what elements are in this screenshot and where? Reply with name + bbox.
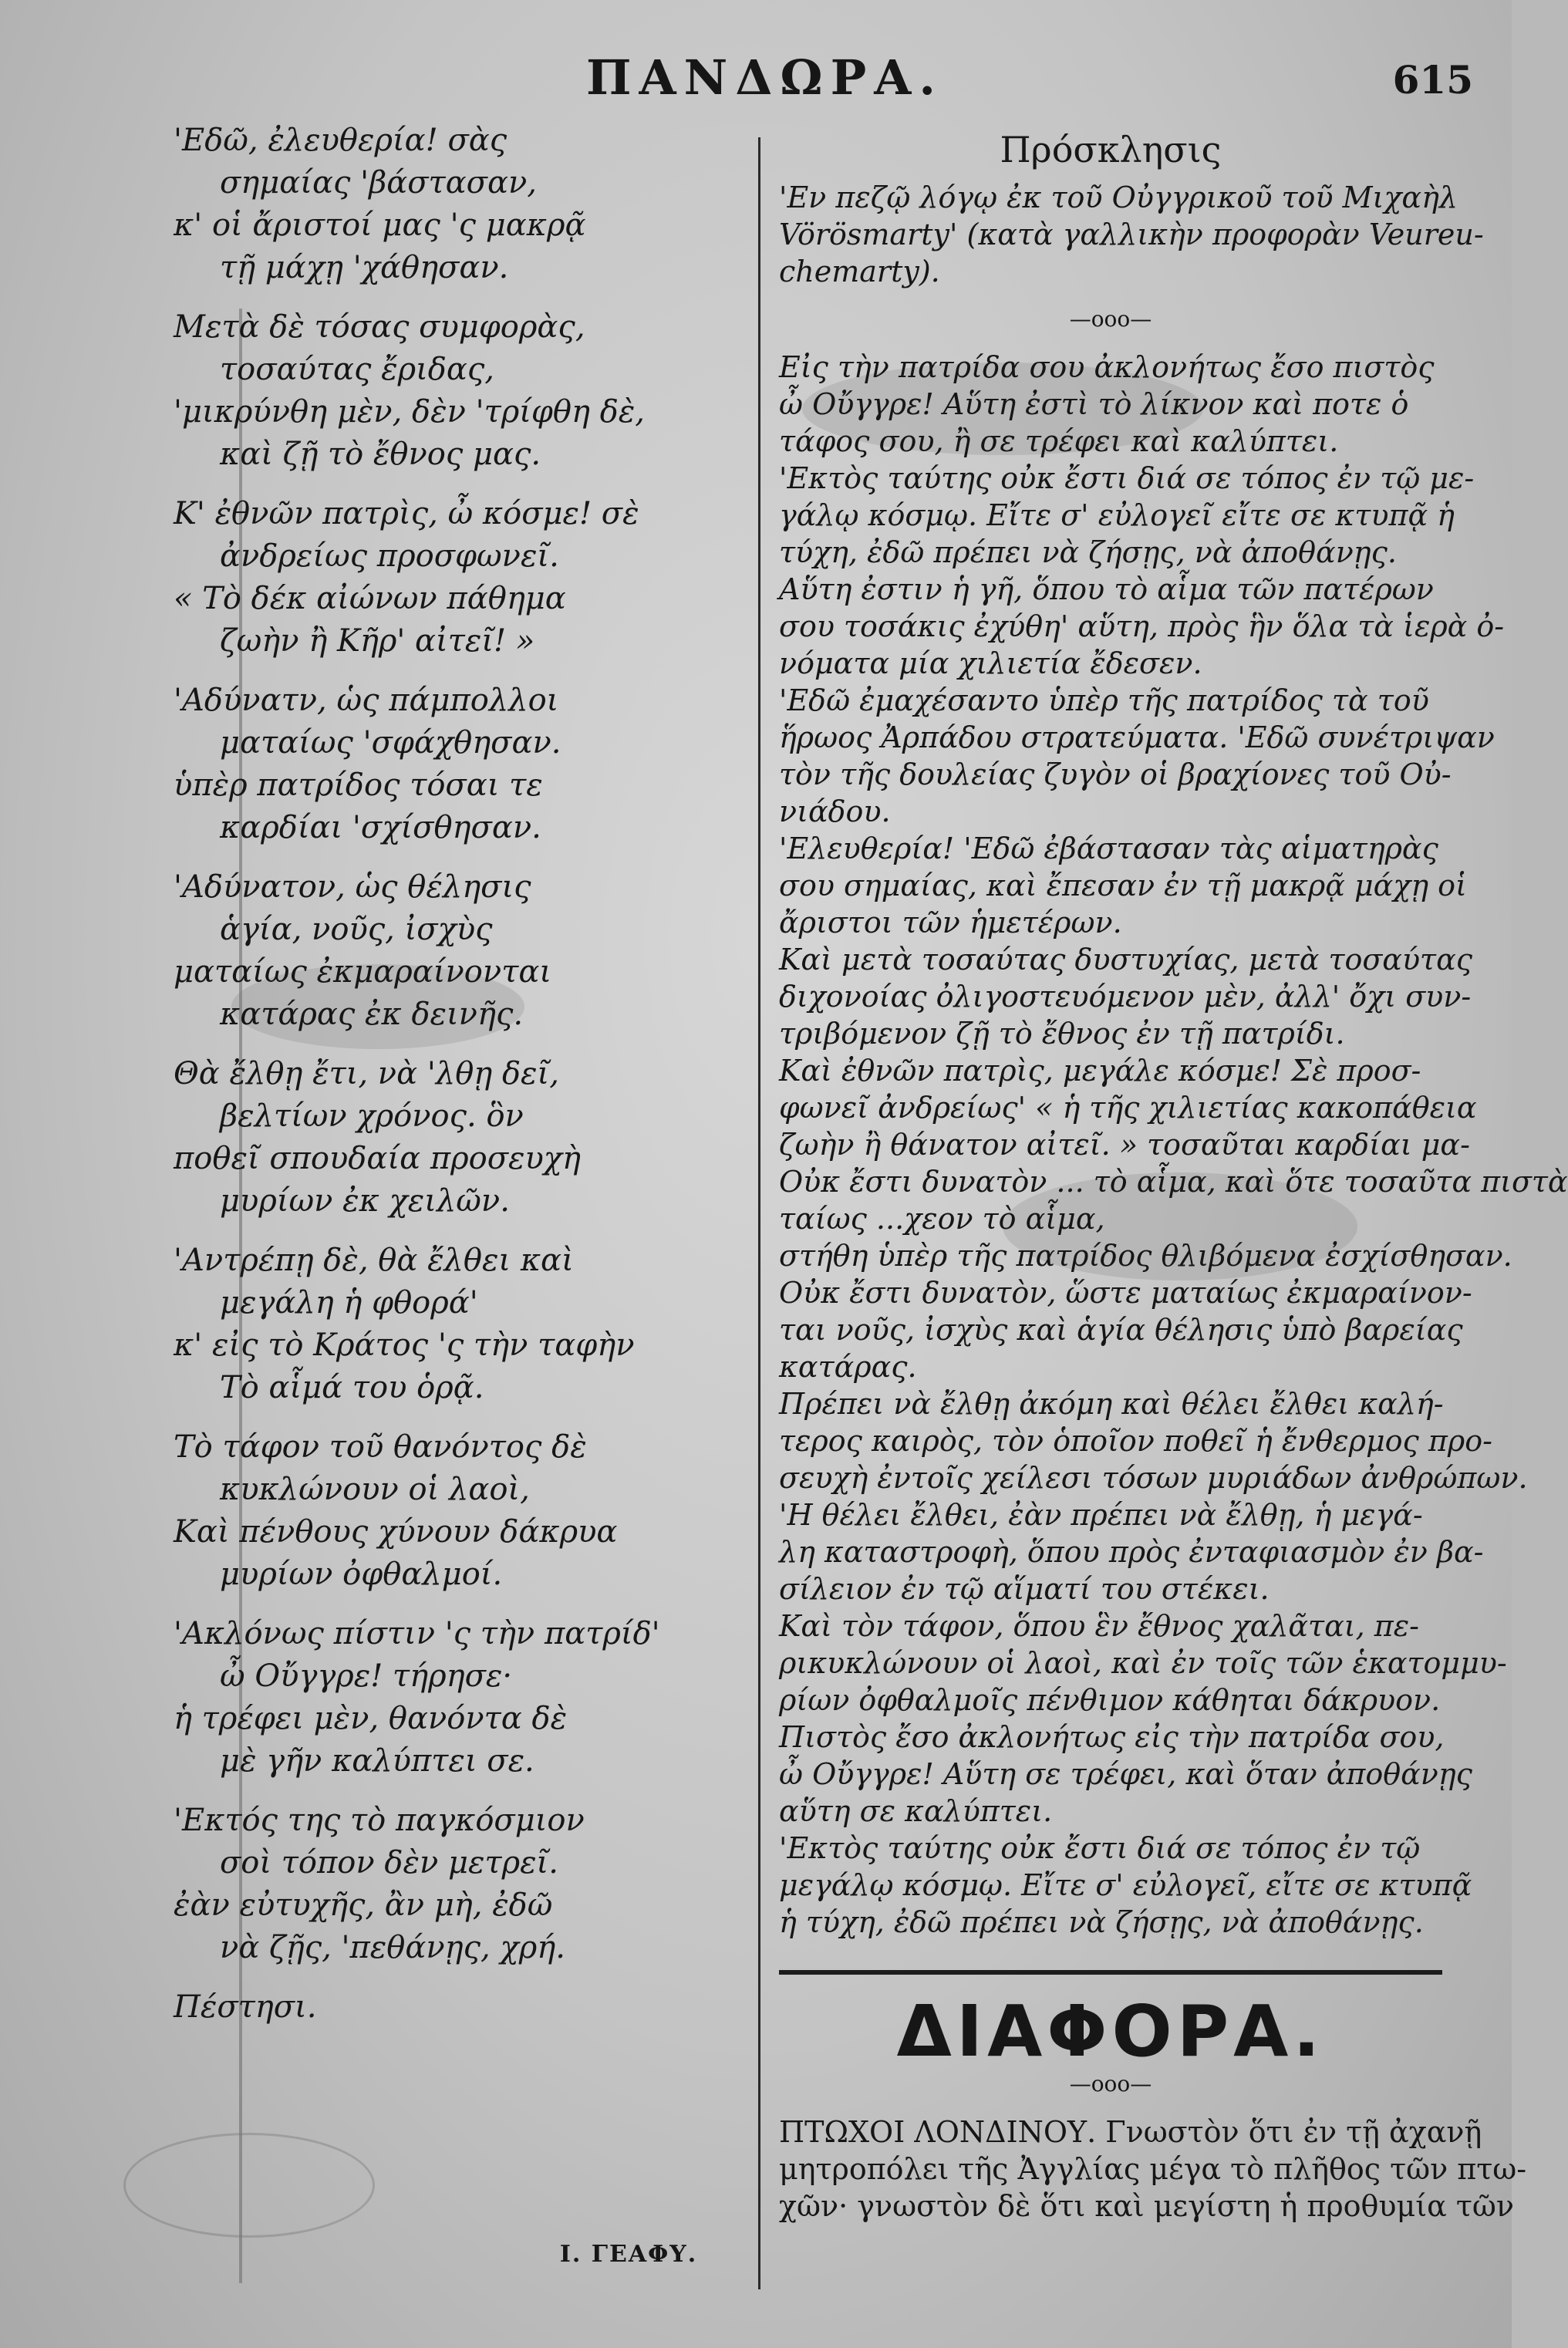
poem-line: Πέστησι.	[174, 1989, 317, 2025]
prose-line: 'Εκτὸς ταύτης οὐκ ἔστι διά σε τόπος ἐν τῷ	[779, 1831, 1421, 1865]
page-number: 615	[1392, 57, 1473, 103]
prose-line: Οὐκ ἔστι δυνατὸν, ὥστε ματαίως ἐκμαραίνον-	[779, 1276, 1472, 1310]
prose-line: ὦ Οὔγγρε! Αὕτη ἐστὶ τὸ λίκνον καὶ ποτε ὁ	[779, 387, 1409, 421]
poem-line: Τὸ τάφον τοῦ θανόντος δὲ	[174, 1429, 587, 1465]
prose-line: μεγάλῳ κόσμῳ. Εἴτε σ' εὐλογεῖ, εἴτε σε κτυπᾷ	[779, 1868, 1472, 1902]
poem-line: Κ' ἐθνῶν πατρὶς, ὦ κόσμε! σὲ	[174, 496, 639, 531]
prose-line: τερος καιρὸς, τὸν ὁποῖον ποθεῖ ἡ ἔνθερμος προ-	[779, 1424, 1492, 1458]
journal-title: ΠΑΝΔΩΡΑ.	[586, 49, 943, 106]
section-rule	[779, 1970, 1442, 1975]
prose-line: ἡ τύχη, ἐδῶ πρέπει νὰ ζήσῃς, νὰ ἀποθάνῃς.	[779, 1905, 1424, 1939]
column-divider	[758, 137, 760, 2289]
library-stamp	[123, 2133, 375, 2238]
poem-line: ὑπὲρ πατρίδος τόσαι τε	[174, 767, 543, 803]
poem-line: 'Ακλόνως πίστιν 'ς τὴν πατρίδ'	[174, 1616, 660, 1651]
poem-line: ἀνδρείως προσφωνεῖ.	[220, 538, 559, 574]
prose-line: κατάρας.	[779, 1350, 917, 1384]
prose-line: Πρέπει νὰ ἔλθῃ ἀκόμη καὶ θέλει ἔλθει καλή-	[779, 1387, 1444, 1421]
prose-line: Καὶ μετὰ τοσαύτας δυστυχίας, μετὰ τοσαύτας	[779, 943, 1473, 977]
separator: —οοο—	[1069, 2071, 1152, 2097]
note-line: chemarty).	[779, 255, 940, 288]
prose-line: Καὶ τὸν τάφον, ὅπου ἓν ἔθνος χαλᾶται, πε-	[779, 1609, 1420, 1643]
prose-line: σίλειον ἐν τῷ αἵματί του στέκει.	[779, 1572, 1270, 1606]
news-line: χῶν· γνωστὸν δὲ ὅτι καὶ μεγίστη ἡ προθυμία τῶν	[779, 2189, 1514, 2223]
poem-stanza	[174, 1426, 737, 1596]
poem-line: ἁγία, νοῦς, ἰσχὺς	[220, 912, 493, 947]
poem-line: ποθεῖ σπουδαία προσευχὴ	[174, 1141, 581, 1176]
prose-line: ταίως ...χεον τὸ αἷμα,	[779, 1202, 1105, 1236]
poem-line: ζωὴν ἢ Κῆρ' αἰτεῖ! »	[220, 623, 535, 659]
poem-line: ἡ τρέφει μὲν, θανόντα δὲ	[174, 1701, 568, 1736]
prose-line: ἄριστοι τῶν ἡμετέρων.	[779, 906, 1122, 940]
poem-stanza	[174, 306, 737, 476]
news-line: μητροπόλει τῆς Ἀγγλίας μέγα τὸ πλῆθος τῶν πτω-	[779, 2152, 1527, 2186]
poem-line: κ' οἱ ἄριστοί μας 'ς μακρᾷ	[174, 207, 586, 243]
prose-body	[779, 349, 1568, 1941]
poem-line: ματαίως 'σφάχθησαν.	[220, 725, 561, 761]
signature: Ι. ΓΕΑΦΥ.	[559, 2241, 698, 2268]
poem-line: μυρίων ἐκ χειλῶν.	[220, 1183, 510, 1219]
poem-line: 'Αντρέπῃ δὲ, θὰ ἔλθει καὶ	[174, 1243, 574, 1278]
poem-stanza	[174, 680, 737, 849]
prose-line: Αὕτη ἐστιν ἡ γῆ, ὅπου τὸ αἷμα τῶν πατέρων	[779, 572, 1434, 606]
prose-line: σου σημαίας, καὶ ἔπεσαν ἐν τῇ μακρᾷ μάχῃ οἱ	[779, 869, 1467, 902]
poem-column	[174, 120, 737, 2046]
poem-stanza	[174, 1986, 737, 2029]
prose-line: διχονοίας ὀλιγοστευόμενον μὲν, ἀλλ' ὄχι συν-	[779, 980, 1472, 1014]
prose-line: ζωὴν ἢ θάνατον αἰτεῖ. » τοσαῦται καρδίαι μα-	[779, 1128, 1470, 1162]
poem-line: μὲ γῆν καλύπτει σε.	[220, 1743, 534, 1779]
news-line: ΠΤΩΧΟΙ ΛΟΝΔΙΝΟΥ. Γνωστὸν ὅτι ἐν τῇ ἀχανῇ	[779, 2115, 1482, 2149]
poem-stanza	[174, 1053, 737, 1223]
poem-line: ματαίως ἐκμαραίνονται	[174, 954, 552, 990]
prose-line: 'Εδῶ ἐμαχέσαντο ὑπὲρ τῆς πατρίδος τὰ τοῦ	[779, 683, 1429, 717]
poem-line: μυρίων ὀφθαλμοί.	[220, 1557, 503, 1592]
poem-line: νὰ ζῇς, 'πεθάνῃς, χρή.	[220, 1930, 565, 1965]
note-line: Vörösmarty' (κατὰ γαλλικὴν προφορὰν Veureu-	[779, 218, 1484, 251]
prose-line: τριβόμενον ζῇ τὸ ἔθνος ἐν τῇ πατρίδι.	[779, 1017, 1345, 1051]
prose-line: Οὐκ ἔστι δυνατὸν ... τὸ αἷμα, καὶ ὅτε τοσαῦτα πιστὰ	[779, 1165, 1568, 1199]
poem-line: ὦ Οὔγγρε! τήρησε·	[220, 1658, 513, 1694]
poem-line: κατάρας ἐκ δεινῆς.	[220, 997, 524, 1032]
poem-line: μεγάλη ἡ φθορά'	[220, 1285, 478, 1321]
poem-stanza	[174, 120, 737, 289]
poem-line: 'Εδῶ, ἐλευθερία! σὰς	[174, 123, 507, 158]
prose-line: ρίων ὀφθαλμοῖς πένθιμον κάθηται δάκρυον.	[779, 1683, 1441, 1717]
prose-line: νιάδου.	[779, 794, 891, 828]
prose-line: αὕτη σε καλύπτει.	[779, 1794, 1053, 1828]
poem-line: « Τὸ δέκ αἰώνων πάθημα	[174, 581, 566, 616]
poem-stanza	[174, 866, 737, 1036]
news-item	[779, 2114, 1527, 2225]
poem-line: 'Εκτός της τὸ παγκόσμιον	[174, 1803, 585, 1838]
prose-line: Καὶ ἐθνῶν πατρὶς, μεγάλε κόσμε! Σὲ προσ-	[779, 1054, 1421, 1088]
poem-line: 'Αδύνατν, ὡς πάμπολλοι	[174, 683, 559, 718]
poem-line: κυκλώνουν οἱ λαοὶ,	[220, 1472, 530, 1507]
poem-stanza	[174, 493, 737, 663]
poem-line: 'Αδύνατον, ὡς θέλησις	[174, 869, 531, 905]
prose-line: ται νοῦς, ἰσχὺς καὶ ἁγία θέλησις ὑπὸ βαρείας	[779, 1313, 1463, 1347]
poem-line: καρδίαι 'σχίσθησαν.	[220, 810, 541, 845]
prose-line: τύχη, ἐδῶ πρέπει νὰ ζήσῃς, νὰ ἀποθάνῃς.	[779, 535, 1397, 569]
prose-line: στήθη ὑπὲρ τῆς πατρίδος θλιβόμενα ἐσχίσθησαν.	[779, 1239, 1512, 1273]
prose-line: 'Εκτὸς ταύτης οὐκ ἔστι διά σε τόπος ἐν τῷ με-	[779, 461, 1475, 495]
poem-line: Μετὰ δὲ τόσας συμφορὰς,	[174, 309, 585, 345]
prose-line: ὦ Οὔγγρε! Αὕτη σε τρέφει, καὶ ὅταν ἀποθάνῃς	[779, 1757, 1472, 1791]
prose-line: σου τοσάκις ἐχύθη' αὕτη, πρὸς ἣν ὅλα τὰ ἱερὰ ὀ-	[779, 609, 1505, 643]
prose-line: τάφος σου, ἢ σε τρέφει καὶ καλύπτει.	[779, 424, 1339, 458]
poem-stanza	[174, 1800, 737, 1969]
poem-line: Θὰ ἔλθῃ ἔτι, νὰ 'λθῃ δεῖ,	[174, 1056, 559, 1091]
poem-stanza	[174, 1240, 737, 1409]
poem-line: τῇ μάχῃ 'χάθησαν.	[220, 250, 509, 285]
translation-note	[779, 179, 1484, 290]
prose-line: λη καταστροφὴ, ὅπου πρὸς ἐνταφιασμὸν ἐν βα-	[779, 1535, 1484, 1569]
section-title: Πρόσκλησις	[1000, 129, 1222, 170]
poem-line: σοὶ τόπον δὲν μετρεῖ.	[220, 1845, 558, 1881]
prose-line: Πιστὸς ἔσο ἀκλονήτως εἰς τὴν πατρίδα σου,	[779, 1720, 1445, 1754]
prose-line: νόματα μία χιλιετία ἔδεσεν.	[779, 646, 1202, 680]
poem-line: βελτίων χρόνος. ὃν	[220, 1098, 524, 1134]
separator: —οοο—	[1069, 306, 1152, 332]
prose-line: σευχὴ ἐντοῖς χείλεσι τόσων μυριάδων ἀνθρώπων.	[779, 1461, 1528, 1495]
prose-line: 'Η θέλει ἔλθει, ἐὰν πρέπει νὰ ἔλθῃ, ἡ μεγά-	[779, 1498, 1423, 1532]
poem-line: Καὶ πένθους χύνουν δάκρυα	[174, 1514, 618, 1550]
section-heading-diaphora: ΔΙΑΦΟΡΑ.	[896, 1990, 1325, 2073]
prose-line: ἥρωος Ἀρπάδου στρατεύματα. 'Εδῶ συνέτριψαν	[779, 720, 1495, 754]
prose-line: φωνεῖ ἀνδρείως' « ἡ τῆς χιλιετίας κακοπάθεια	[779, 1091, 1477, 1125]
prose-line: ρικυκλώνουν οἱ λαοὶ, καὶ ἐν τοῖς τῶν ἑκατομμυ-	[779, 1646, 1507, 1680]
prose-line: γάλῳ κόσμῳ. Εἴτε σ' εὐλογεῖ εἴτε σε κτυπᾷ ἡ	[779, 498, 1455, 532]
poem-line: ἐὰν εὐτυχῆς, ἂν μὴ, ἐδῶ	[174, 1888, 553, 1923]
poem-line: καὶ ζῇ τὸ ἔθνος μας.	[220, 437, 541, 472]
prose-line: Εἰς τὴν πατρίδα σου ἀκλονήτως ἔσο πιστὸς	[779, 350, 1435, 384]
poem-line: Τὸ αἷμά του ὁρᾷ.	[220, 1370, 484, 1405]
prose-line: 'Ελευθερία! 'Εδῶ ἐβάστασαν τὰς αἱματηρὰς	[779, 832, 1438, 865]
poem-line: τοσαύτας ἔριδας,	[220, 352, 494, 387]
poem-line: σημαίας 'βάστασαν,	[220, 165, 538, 201]
prose-line: τὸν τῆς δουλείας ζυγὸν οἱ βραχίονες τοῦ Οὐ-	[779, 757, 1452, 791]
poem-line: 'μικρύνθη μὲν, δὲν 'τρίφθη δὲ,	[174, 394, 645, 430]
prose-column	[779, 123, 1568, 2225]
poem-line: κ' εἰς τὸ Κράτος 'ς τὴν ταφὴν	[174, 1327, 635, 1363]
note-line: 'Εν πεζῷ λόγῳ ἐκ τοῦ Οὐγγρικοῦ τοῦ Μιχαὴλ	[779, 180, 1458, 214]
poem-stanza	[174, 1613, 737, 1783]
